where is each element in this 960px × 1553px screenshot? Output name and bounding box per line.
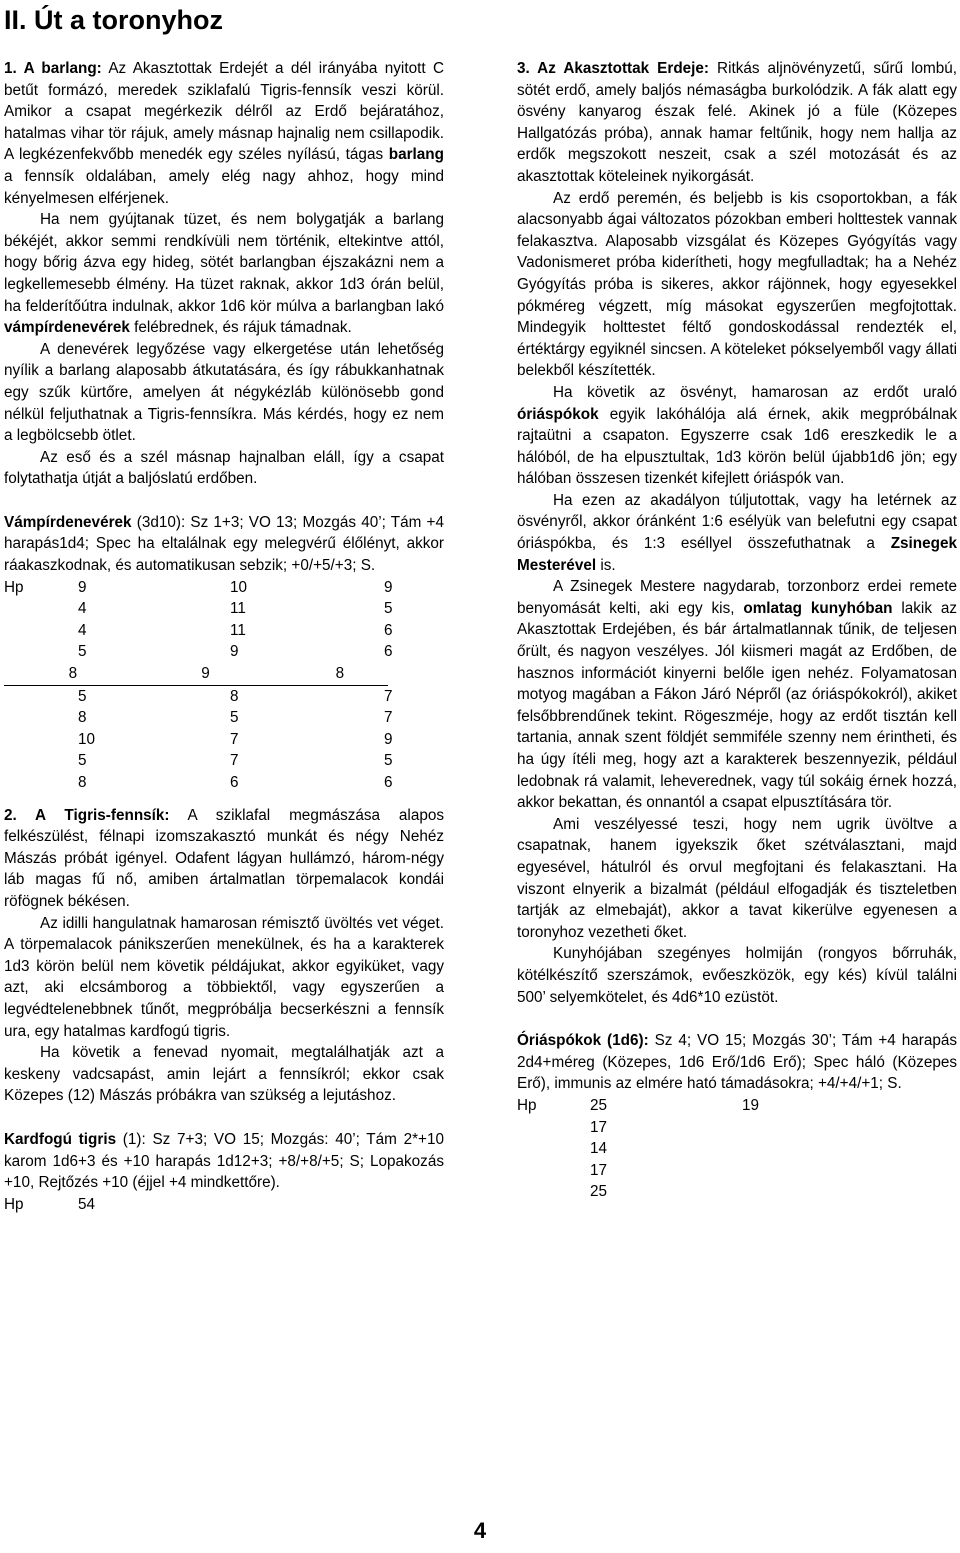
paragraph: Ha követik az ösvényt, hamarosan az erdőt uraló óriáspókok egyik lakóhálója alá érnek, akik megpróbálnak rajtaütni a csapaton. Egyszerre csak 1d6 ereszkedik le a hálóból, de ha elpusztultak, 1d3 körön belül újabb1d6 jön; egy hálóban összesen tizenkét kifejlett óriáspók van. <box>517 383 957 488</box>
hp-row <box>4 620 444 642</box>
paragraph: Kunyhójában szegényes holmiján (rongyos bőrruhák, kötélkészítő szerszámok, evőeszközök, egy kés) kívül találni 500’ selyemkötelet, és 4d6*10 ezüstöt. <box>517 945 957 1006</box>
hp-cell: 6 <box>384 774 393 791</box>
hp-cell: 17 <box>590 1118 608 1136</box>
hp-row <box>4 729 444 751</box>
right-column <box>517 58 957 1203</box>
hp-row <box>4 598 444 620</box>
hp-row <box>4 707 444 729</box>
hp-row <box>517 1138 957 1160</box>
hp-cell <box>742 1160 802 1182</box>
hp-cell: 7 <box>384 709 393 727</box>
hp-row <box>4 663 388 686</box>
hp-cell: 5 <box>78 752 87 770</box>
section-heading: 1. A barlang: <box>4 60 102 77</box>
paragraph: Ami veszélyessé teszi, hogy nem ugrik üvöltve a csapatnak, hanem igyekszik őket szétválasztani, majd egyesével, hátulról és orvul megfojtani és felakasztani. Ha viszont elnyerik a bizalmát (például elfogadják és tiszteletben tartják az elmebaját), akkor a tavat kikerülve egyenesen a toronyhoz vezetheti őket. <box>517 815 957 941</box>
hp-cell: 9 <box>384 578 393 596</box>
paragraph: Ha ezen az akadályon túljutottak, vagy ha letérnek az ösvényről, akkor óránként 1:6 esélyük van belefutni egy csapat óriáspókba, és 1:3 eséllyel összefuthatnak a Zsinegek Mesterével is. <box>517 491 957 574</box>
hp-cell: 7 <box>230 752 239 770</box>
section-forest: 3. Az Akasztottak Erdeje: Ritkás aljnövényzetű, sűrű lombú, sötét erdő, amely baljós némaságba burkolódzik. A fák alatt egy ösvény kanyarog észak felé. Akinek jó a füle (Közepes Hallgatózás próba), annak hamar feltűnik, hogy nem hallja az erdők megszokott neszeit, csak a szél motozását és az akasztottak köteleinek nyikorgását. <box>517 60 957 185</box>
hp-cell: 5 <box>384 600 393 618</box>
hp-cell: 25 <box>590 1096 608 1114</box>
hp-cell: 9 <box>230 643 239 661</box>
hp-cell: 25 <box>590 1183 608 1201</box>
hp-cell: 4 <box>78 621 87 639</box>
paragraph: A Zsinegek Mestere nagydarab, torzonborz erdei remete benyomását kelti, aki egy kis, omlatag kunyhóban lakik az Akasztottak Erdejében, és bár ártalmatlannak tűnik, de teljesen őrült, és nagyon veszélyes. Jól kiismeri magát az Erdőben, de hasznos információt kinyerni belőle igen nehéz. Folyamatosan motyog magában a Fákon Járó Népről (az óriáspókokról), akiket felsőbbrendűnek tekint. Rögeszméje, hogy az erdőt tisztán kell tartania, annak szent földjét semmiféle szenny nem érintheti, és ha úgy ítéli meg, hogy azt a karakterek beszennyezik, például ledobnak rá valamit, leheverednek, vagy túl sokáig érnek hozzá, akkor bekattan, és onnantól a csapat elpusztítására tör. <box>517 578 958 812</box>
section-cave: 1. A barlang: Az Akasztottak Erdejét a dél irányába nyitott C betűt formázó, meredek sziklafalú Tigris-fennsík veszi körül. Amikor a csapat megérkezik délről az Erdő bejáratához, hatalmas vihar tör rájuk, amely másnap hajnalig nem csillapodik. A legkézenfekvőbb menedék egy széles nyílású, tágas barlang a fennsík oldalában, amely elég nagy ahhoz, hogy mind kényelmesen elférjenek. <box>4 60 444 207</box>
hp-row-tiger: Hp 54 <box>4 1195 96 1213</box>
page-title: II. Út a toronyhoz <box>4 5 223 35</box>
hp-row <box>517 1181 957 1203</box>
hp-row <box>4 686 444 708</box>
paragraph: Az erdő peremén, és beljebb is kis csoportokban, a fák alacsonyabb ágai változatos pózokban emberi holttestek vannak felakasztva. Alaposabb vizsgálat és Közepes Gyógyítás vagy Vadonismeret próba kiderítheti, hogy megfulladtak; ha a Nehéz Gyógyítás próba is sikeres, akkor rájönnek, hogy egyesekkel pókméreg végzett, míg másokat egyszerűen megfojtottak. Mindegyik holttestet féltő gondoskodással rendezték el, értéktárgy egyiknél sincsen. A köteleket pókselyemből vagy állati belekből készítették. <box>517 189 957 380</box>
hp-cell: 14 <box>590 1140 608 1158</box>
paragraph: Az idilli hangulatnak hamarosan rémisztő üvöltés vet véget. A törpemalacok pánikszerűen menekülnek, és ha a karakterek 1d3 körön belül nem követik példájukat, akkor egyiküket, vagy azt, aki elcsámborog a többiektől, vagy egyszerűen a legvédtelenebbnek tűnőt, megpróbálja becserkészni a fennsík ura, egy hatalmas kardfogú tigris. <box>4 914 444 1040</box>
hp-cell: 17 <box>590 1161 608 1179</box>
left-column <box>4 58 444 1215</box>
paragraph: A denevérek legyőzése vagy elkergetése után lehetőség nyílik a barlang alaposabb átkutatására, és így rábukkanhatnak egy szűk kürtőre, amelyen át négykézláb különösebb gond nélkül feljuthatnak a Tigris-fennsíkra. Más kérdés, hogy ez nem a legbölcsebb ötlet. <box>4 340 444 445</box>
hp-cell: 9 <box>201 665 210 683</box>
statblock-tiger: Kardfogú tigris (1): Sz 7+3; VO 15; Mozgás: 40’; Tám 2*+10 karom 1d6+3 és +10 harapás 1d12+3; +8/+8/+5; S; Lopakozás +10, Rejtőzés +10 (éjjel +4 mindkettőre). <box>4 1130 444 1192</box>
paragraph: Ha nem gyújtanak tüzet, és nem bolygatják a barlang békéjét, akkor semmi rendkívüli nem történik, eltekintve attól, hogy bőrig ázva egy hideg, sötét barlangban éjszakázni nem a legkellemesebb élmény. Ha tüzet raknak, akkor 1d3 órán belül, ha felderítőútra indulnak, akkor 1d6 kör múlva a barlangban lakó vámpírdenevérek felébrednek, és rájuk támadnak. <box>4 211 444 337</box>
statblock-spiders: Óriáspókok (1d6): Sz 4; VO 15; Mozgás 30’; Tám +4 harapás 2d4+méreg (Közepes, 1d6 Erő/1d6 Erő); Spec háló (Közepes Erő), immunis az elmére ható támadásokra; +4/+4/+1; S. <box>517 1032 957 1093</box>
hp-cell: 11 <box>230 621 246 639</box>
hp-cell: 4 <box>78 600 87 618</box>
hp-row <box>4 750 444 772</box>
section-heading: 3. Az Akasztottak Erdeje: <box>517 60 710 77</box>
hp-cell: 8 <box>78 774 87 791</box>
paragraph: Ha követik a fenevad nyomait, megtalálhatják azt a keskeny vadcsapást, amin lejárt a fennsíkról; ekkor csak Közepes (12) Mászás próbákra van szükség a lejutáshoz. <box>4 1044 444 1105</box>
hp-cell: 10 <box>230 578 248 596</box>
hp-cell: 11 <box>230 600 246 618</box>
hp-cell: 6 <box>230 774 239 791</box>
hp-cell: 6 <box>384 621 393 639</box>
hp-cell: 5 <box>78 687 87 705</box>
hp-cell: 5 <box>78 643 87 661</box>
page-number: 4 <box>473 1518 487 1543</box>
hp-row <box>517 1160 957 1182</box>
hp-row <box>4 641 444 663</box>
hp-row <box>4 772 444 794</box>
section-plateau: 2. A Tigris-fennsík: A sziklafal megmászása alapos felkészülést, félnapi izomszakasztó munkát és négy Nehéz Mászás próbát igényel. Odafent lágyan hullámzó, három-négy láb magas fű nő, amiben ártalmatlan törpemalacok kondái röfögnek békésen. <box>4 806 444 910</box>
hp-table-spiders <box>517 1095 957 1203</box>
statblock-bats: Vámpírdenevérek (3d10): Sz 1+3; VO 13; Mozgás 40’; Tám +4 harapás1d4; Spec ha eltalálnak egy melegvérű élőlényt, akkor ráakaszkodnak, és automatikusan sebzik; +0/+5/+3; S. <box>4 513 444 575</box>
hp-cell: 5 <box>384 752 393 770</box>
hp-cell: 10 <box>78 730 96 748</box>
hp-table-bats <box>4 577 444 794</box>
hp-cell: 9 <box>384 730 393 748</box>
hp-cell <box>742 1117 802 1139</box>
hp-row: Hp 25 19 <box>517 1095 957 1117</box>
hp-cell: 8 <box>68 665 78 683</box>
hp-cell <box>742 1181 802 1203</box>
hp-row: Hp 9 10 9 <box>4 577 444 599</box>
hp-cell: 9 <box>78 578 87 596</box>
hp-row <box>517 1117 957 1139</box>
hp-cell: 19 <box>742 1096 760 1114</box>
hp-cell: 8 <box>230 687 239 705</box>
hp-cell: 7 <box>230 730 239 748</box>
hp-cell <box>742 1138 802 1160</box>
hp-cell: 8 <box>335 665 345 683</box>
hp-cell: 8 <box>78 709 87 727</box>
section-heading: 2. A Tigris-fennsík: <box>4 806 170 824</box>
paragraph: Az eső és a szél másnap hajnalban eláll, így a csapat folytathatja útját a baljóslatú erdőben. <box>4 448 444 488</box>
hp-cell: 7 <box>384 687 393 705</box>
hp-cell: 5 <box>230 709 239 727</box>
hp-cell: 6 <box>384 643 393 661</box>
